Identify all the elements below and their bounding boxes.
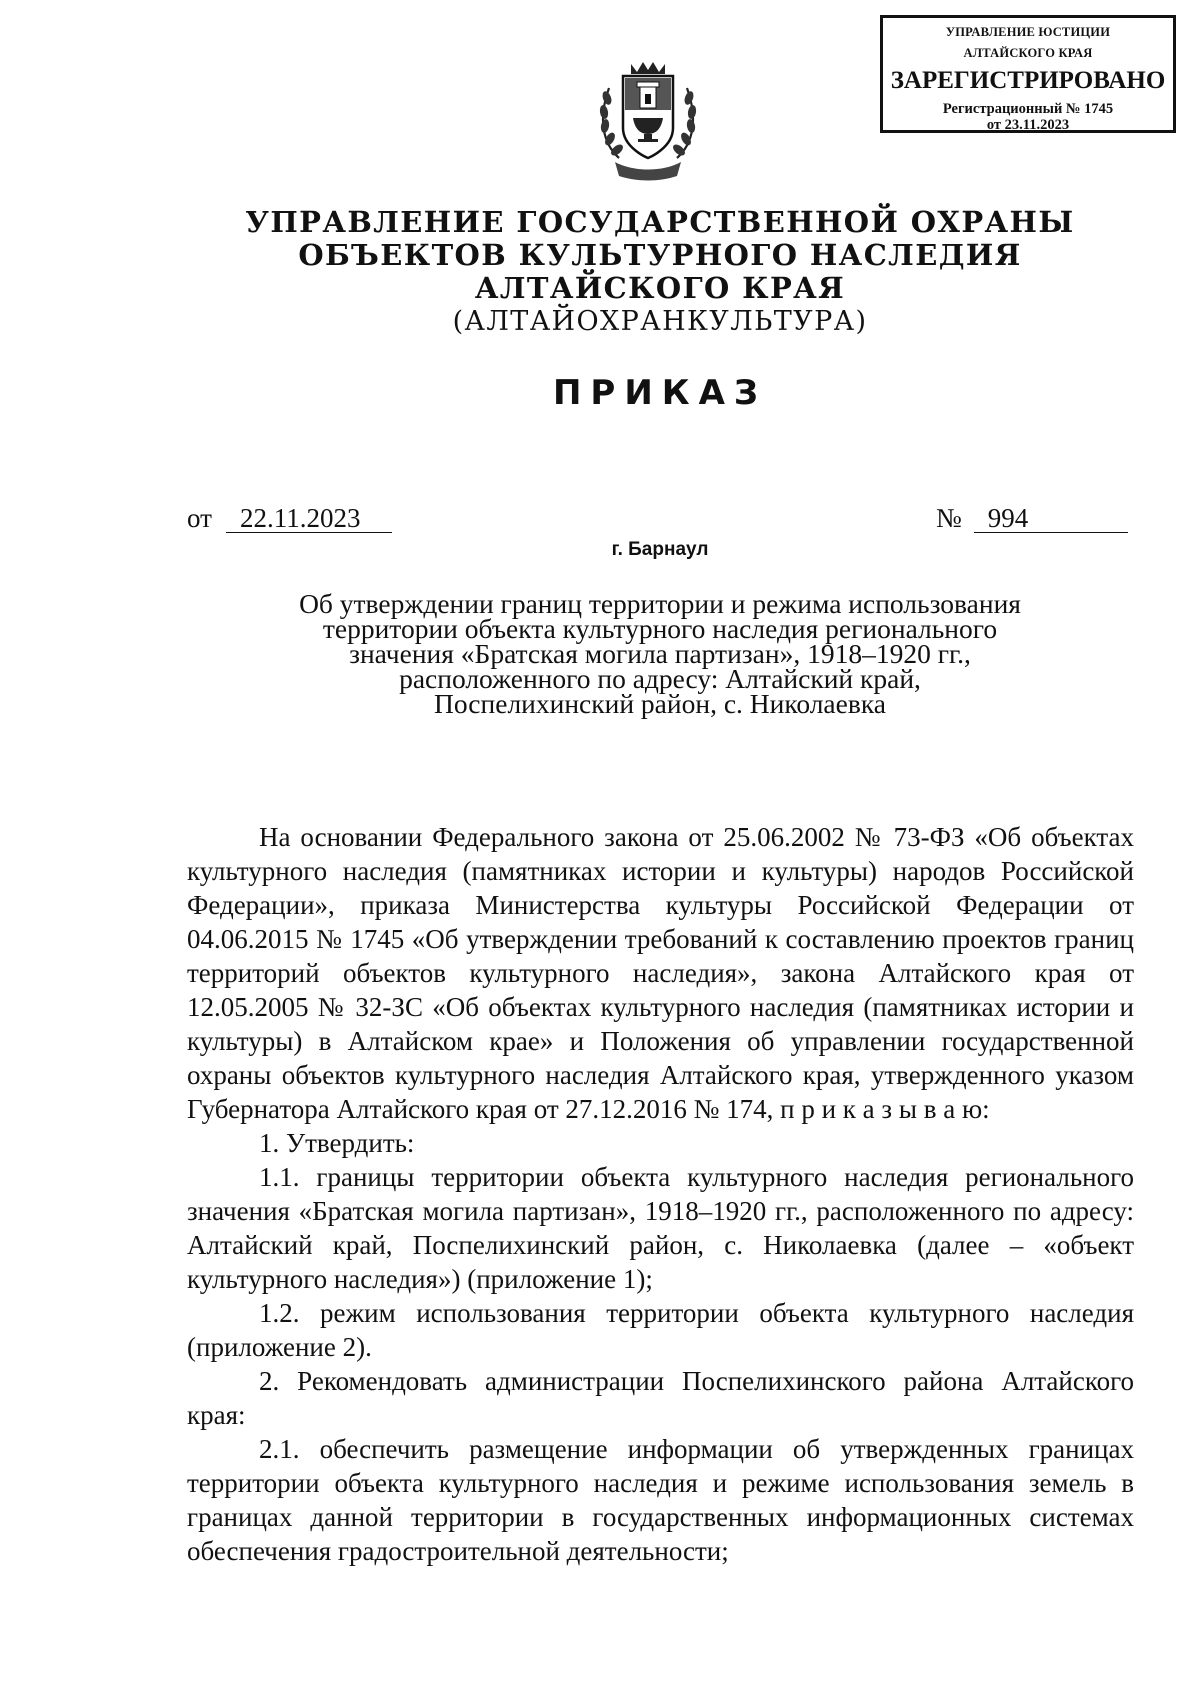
organization-title-line1: УПРАВЛЕНИЕ ГОСУДАРСТВЕННОЙ ОХРАНЫ — [245, 205, 1075, 239]
document-type: ПРИКАЗ — [552, 373, 768, 413]
preamble-paragraph — [187, 820, 1134, 1126]
orders-word: п р и к а з ы в а ю: — [780, 1094, 990, 1124]
stamp-org-line1: УПРАВЛЕНИЕ ЮСТИЦИИ — [945, 25, 1111, 39]
stamp-registration-number: Регистрационный № 1745 — [942, 101, 1114, 117]
number-prefix: № — [936, 503, 962, 533]
document-number: 994 — [974, 504, 1128, 533]
item-2-1: 2.1. обеспечить размещение информации об утвержденных границах территории объекта культурного наследия и режиме использования земель в границах данной территории в государственных информационных системах обеспечения градостроительной деятельности; — [187, 1434, 1134, 1566]
subject-line5: Поспелихинский район, с. Николаевка — [434, 688, 886, 719]
stamp-registration-date: от 23.11.2023 — [986, 117, 1070, 133]
document-body — [187, 820, 1134, 1568]
document-number-row — [936, 503, 1128, 534]
coat-of-arms-icon — [593, 58, 703, 183]
organization-short-name: (АЛТАЙОХРАНКУЛЬТУРА) — [452, 306, 868, 337]
document-date-row — [187, 503, 392, 534]
stamp-org-line2: АЛТАЙСКОГО КРАЯ — [963, 46, 1093, 60]
document-date: 22.11.2023 — [226, 504, 392, 533]
organization-title-line3: АЛТАЙСКОГО КРАЯ — [474, 271, 846, 305]
document-subject — [200, 588, 1120, 719]
document-city: г. Барнаул — [611, 539, 709, 560]
stamp-title: ЗАРЕГИСТРИРОВАНО — [890, 67, 1166, 94]
item-1-2: 1.2. режим использования территории объекта культурного наследия (приложение 2). — [187, 1298, 1134, 1362]
preamble-text: На основании Федерального закона от 25.06.2002 № 73-ФЗ «Об объектах культурного наследия (памятниках истории и культуры) народов Российской Федерации», приказа Министерства культуры Российской Федерации от 04.06.2015 № 1745 «Об утверждении требований к составлению проектов границ территорий объектов культурного наследия», закона Алтайского края от 12.05.2005 № 32-ЗС «Об объектах культурного наследия (памятниках истории и культуры) в Алтайском крае» и Положения об управлении государственной охраны объектов культурного наследия Алтайского края, утвержденного указом Губернатора Алтайского края от 27.12.2016 № 174, — [187, 822, 1134, 1124]
subject-line1: Об утверждении границ территории и режима использования — [299, 588, 1021, 619]
item-1: 1. Утвердить: — [259, 1128, 415, 1158]
organization-title-line2: ОБЪЕКТОВ КУЛЬТУРНОГО НАСЛЕДИЯ — [298, 238, 1022, 272]
organization-title — [200, 206, 1120, 305]
item-1-1: 1.1. границы территории объекта культурного наследия регионального значения «Братская могила партизан», 1918–1920 гг., расположенного по адресу: Алтайский край, Поспелихинский район, с. Николаевка (далее – «объект культурного наследия») (приложение 1); — [187, 1162, 1134, 1294]
date-prefix: от — [187, 503, 212, 533]
subject-line2: территории объекта культурного наследия регионального — [322, 613, 998, 644]
subject-line3: значения «Братская могила партизан», 1918–1920 гг., — [349, 638, 971, 669]
registration-stamp — [880, 15, 1176, 133]
subject-line4: расположенного по адресу: Алтайский край, — [399, 663, 921, 694]
item-2: 2. Рекомендовать администрации Поспелихинского района Алтайского края: — [187, 1366, 1134, 1430]
